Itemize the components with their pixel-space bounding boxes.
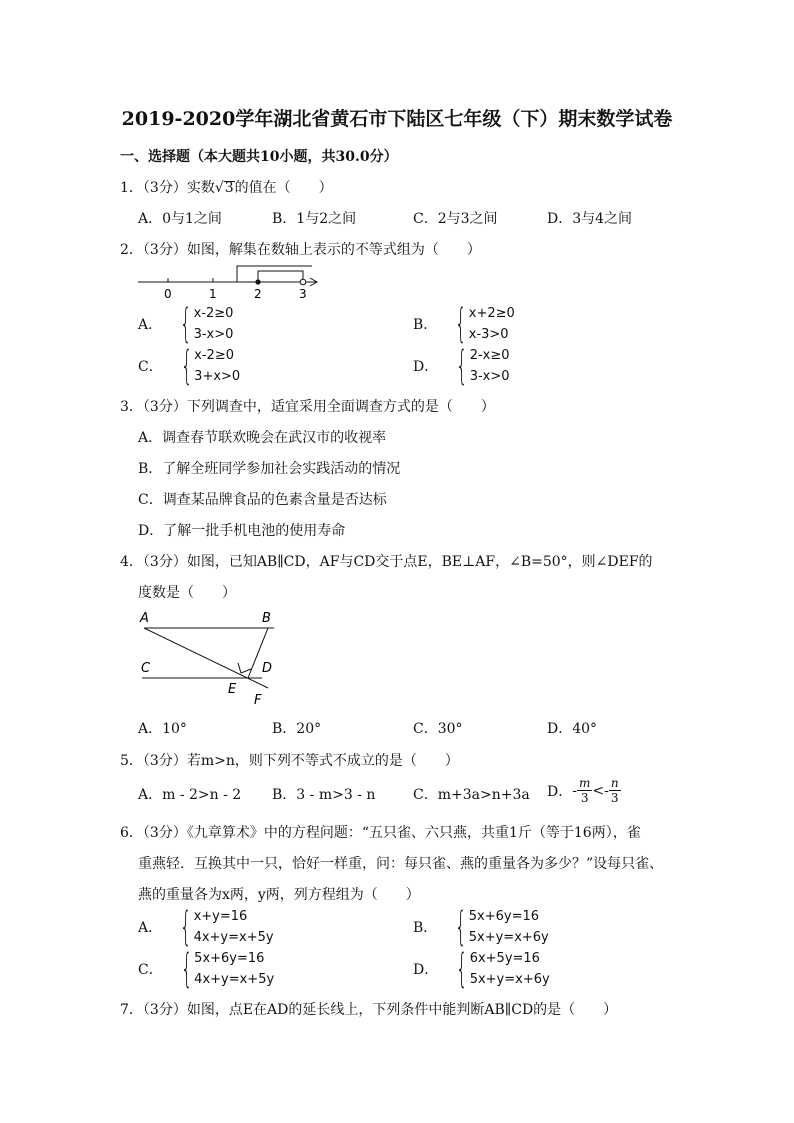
question-1-stem [120,177,333,197]
q2-a-line2: 3-x>0 [193,327,234,342]
frac-numerator-m: m [578,776,591,790]
q6-option-a [138,906,274,948]
q6-d-line1: 6x+5y=16 [469,951,540,966]
q4-geometry-figure [136,606,286,710]
question-5-stem: 5．（3分）若m>n，则下列不等式不成立的是（ ） [120,753,459,769]
point-label-d: D [262,661,273,676]
q1-stem-a: 1．（3分）实数 [120,180,215,196]
less-than-sign: < [592,782,605,799]
q2-option-b-label: B． [413,317,438,333]
fraction-n-over-3 [609,776,621,805]
question-4-stem-line2: 度数是（ ） [138,585,236,601]
q6-c-line2: 4x+y=x+5y [194,972,275,987]
q2-option-c [138,345,240,387]
tick-label-2: 2 [254,287,262,301]
q3-option-d: D．了解一批手机电池的使用寿命 [138,523,346,539]
q5-option-c: C．m+3a>n+3a [413,787,530,803]
q6-option-b-label: B． [413,920,438,936]
q2-d-line1: 2-x≥0 [469,348,510,363]
q1-stem-b: 的值在（ ） [234,180,333,196]
point-label-e: E [228,682,237,697]
question-2-stem: 2．（3分）如图，解集在数轴上表示的不等式组为（ ） [120,242,481,258]
q1-option-b: B．1与2之间 [272,211,357,227]
q6-b-line1: 5x+6y=16 [468,909,540,924]
q4-option-a: A．10° [138,721,187,737]
q6-option-d [413,948,550,990]
minus-sign: - [604,782,609,799]
q6-d-line2: 5x+y=x+6y [469,972,550,987]
solid-point-2 [255,279,260,284]
bracket-solution [258,271,303,282]
brace-icon: { [180,343,193,389]
q6-option-a-label: A． [138,920,163,936]
hollow-point-3 [300,279,306,285]
point-label-a: A [140,611,149,626]
line-af [144,628,268,688]
q6-option-b [413,906,549,948]
question-4-stem-line1: 4．（3分）如图，已知AB∥CD，AF与CD交于点E，BE⊥AF，∠B=50°，则∠DEF的 [120,554,653,570]
brace-icon: { [180,946,193,992]
q2-b-line1: x+2≥0 [468,306,515,321]
frac-denominator: 3 [580,791,589,805]
q4-option-d: D．40° [547,721,598,737]
q5-option-b: B．3 - m>3 - n [272,787,376,803]
q6-a-line2: 4x+y=x+5y [193,930,274,945]
q2-c-line1: x-2≥0 [194,348,234,363]
page-title: 2019-2020学年湖北省黄石市下陆区七年级（下）期末数学试卷 [121,108,673,130]
right-angle-mark [238,663,251,673]
brace-icon: { [456,946,468,992]
q1-radicand: 3 [224,180,234,196]
point-label-f: F [254,693,262,708]
q5-option-d [547,776,621,805]
point-label-c: C [141,661,151,676]
q3-option-b: B．了解全班同学参加社会实践活动的情况 [138,461,401,477]
q4-option-b: B．20° [272,721,322,737]
brace-icon: { [180,301,192,347]
question-7-stem: 7．（3分）如图，点E在AD的延长线上，下列条件中能判断AB∥CD的是（ ） [120,1002,618,1018]
brace-icon: { [455,904,467,950]
q6-option-c-label: C． [138,962,163,978]
q2-c-line2: 3+x>0 [194,369,241,384]
fraction-m-over-3 [577,776,592,805]
q6-a-line1: x+y=16 [193,909,248,924]
q6-b-line2: 5x+y=x+6y [468,930,549,945]
q2-option-a-label: A． [138,317,163,333]
q2-option-d [413,345,510,387]
section-heading: 一、选择题（本大题共10小题，共30.0分） [120,149,398,165]
q4-option-c: C．30° [413,721,463,737]
brace-icon: { [455,301,467,347]
q2-b-line2: x-3>0 [468,327,509,342]
tick-label-1: 1 [209,287,217,301]
q5-option-d-label: D． [547,783,573,800]
q2-option-a [138,303,233,345]
q5-option-a: A．m - 2>n - 2 [138,787,242,803]
question-3-stem: 3．（3分）下列调查中，适宜采用全面调查方式的是（ ） [120,399,495,415]
frac-numerator-n: n [610,776,619,790]
q6-option-d-label: D． [413,962,439,978]
q3-option-c: C．调查某品牌食品的色素含量是否达标 [138,492,387,508]
minus-sign: - [572,782,577,799]
q1-option-c: C．2与3之间 [413,211,498,227]
q2-option-d-label: D． [413,359,439,375]
q2-d-line2: 3-x>0 [469,369,510,384]
brace-icon: { [456,343,468,389]
q6-option-c [138,948,274,990]
q6-c-line1: 5x+6y=16 [194,951,265,966]
frac-denominator: 3 [610,791,619,805]
q1-radical: √ [214,180,224,196]
q2-option-c-label: C． [138,359,163,375]
question-6-stem-line1: 6．（3分）《九章算术》中的方程问题：“五只雀、六只燕，共重1斤（等于16两），雀 [120,825,641,841]
q2-a-line1: x-2≥0 [193,306,234,321]
brace-icon: { [180,904,192,950]
q1-option-d: D．3与4之间 [547,211,633,227]
tick-label-0: 0 [164,287,172,301]
q1-option-a: A．0与1之间 [138,211,222,227]
q2-number-line-figure [136,262,326,302]
question-6-stem-line2: 重燕轻．互换其中一只，恰好一样重，问：每只雀、燕的重量各为多少？”设每只雀、 [138,856,664,872]
q2-option-b [413,303,515,345]
point-label-b: B [262,611,271,626]
question-6-stem-line3: 燕的重量各为x两，y两，列方程组为（ ） [138,887,420,903]
q3-option-a: A．调查春节联欢晚会在武汉市的收视率 [138,430,387,446]
tick-label-3: 3 [299,287,307,301]
